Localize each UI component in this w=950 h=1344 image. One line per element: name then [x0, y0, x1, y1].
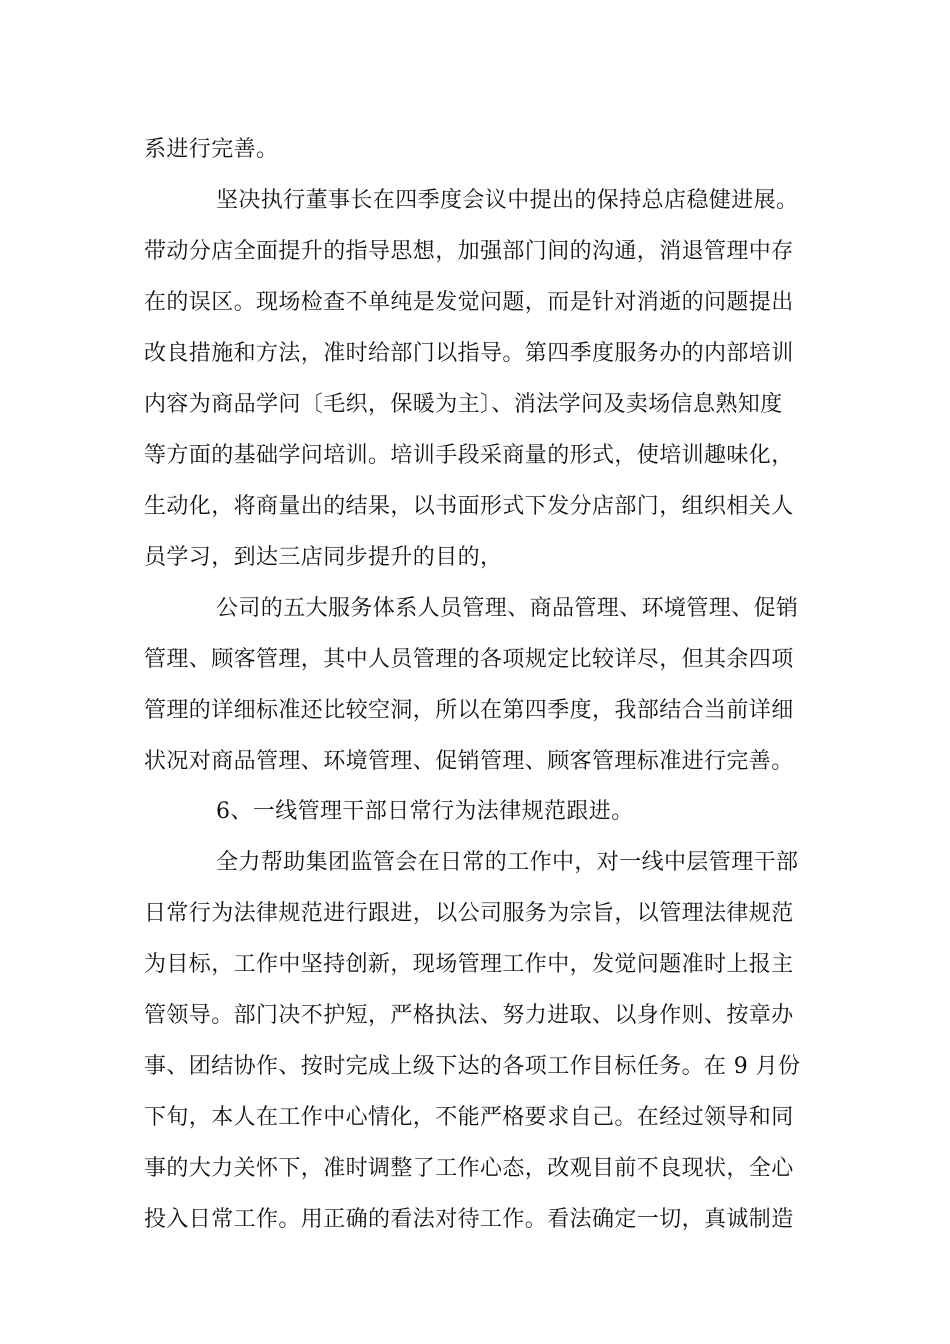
paragraph-first-line: 坚决执行董事长在四季度会议中提出的保持总店稳健进展。 [216, 188, 799, 213]
text-line: 管理、顾客管理，其中人员管理的各项规定比较详尽，但其余四项 [144, 647, 794, 672]
text-line: 事、团结协作、按时完成上级下达的各项工作目标任务。在 9 月份 [144, 1054, 801, 1079]
text-line: 为目标，工作中坚持创新，现场管理工作中，发觉问题准时上报主 [144, 952, 794, 977]
text-line: 系进行完善。 [144, 137, 279, 162]
text-line: 状况对商品管理、环境管理、促销管理、顾客管理标准进行完善。 [144, 749, 794, 774]
paragraph-first-line: 全力帮助集团监管会在日常的工作中，对一线中层管理干部 [216, 850, 799, 875]
text-line: 带动分店全面提升的指导思想，加强部门间的沟通，消退管理中存 [144, 239, 794, 264]
text-line: 事的大力关怀下，准时调整了工作心态，改观目前不良现状，全心 [144, 1156, 794, 1181]
section-heading: 6、一线管理干部日常行为法律规范跟进。 [216, 799, 634, 824]
text-line: 改良措施和方法，准时给部门以指导。第四季度服务办的内部培训 [144, 341, 794, 366]
text-line: 投入日常工作。用正确的看法对待工作。看法确定一切，真诚制造 [144, 1207, 794, 1232]
text-line: 内容为商品学问〔毛织，保暖为主〕、消法学问及卖场信息熟知度 [144, 392, 783, 417]
text-line: 日常行为法律规范进行跟进，以公司服务为宗旨，以管理法律规范 [144, 901, 794, 926]
text-line: 管理的详细标准还比较空洞，所以在第四季度，我部结合当前详细 [144, 698, 794, 723]
text-line: 在的误区。现场检查不单纯是发觉问题，而是针对消逝的问题提出 [144, 290, 794, 315]
text-line: 管领导。部门决不护短，严格执法、努力进取、以身作则、按章办 [144, 1003, 794, 1028]
text-line: 下旬，本人在工作中心情化，不能严格要求自己。在经过领导和同 [144, 1105, 794, 1130]
text-line: 生动化，将商量出的结果，以书面形式下发分店部门，组织相关人 [144, 494, 794, 519]
paragraph-first-line: 公司的五大服务体系人员管理、商品管理、环境管理、促销 [216, 596, 799, 621]
text-line: 等方面的基础学问培训。培训手段采商量的形式，使培训趣味化， [144, 443, 794, 468]
text-line: 员学习，到达三店同步提升的目的， [144, 545, 503, 570]
